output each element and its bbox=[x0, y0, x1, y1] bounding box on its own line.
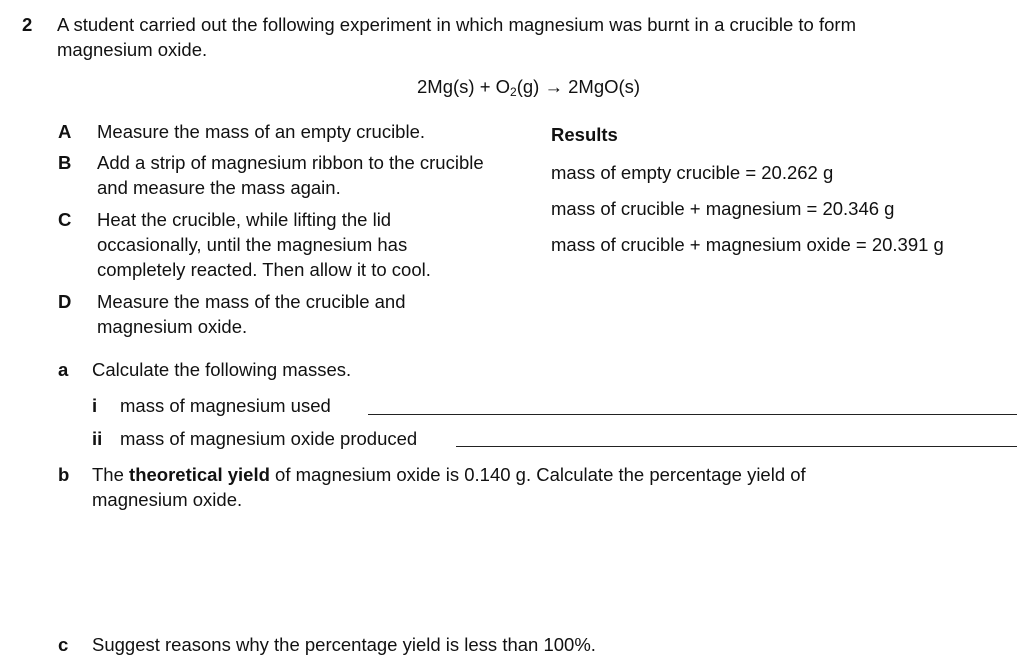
part-b-line-1 bbox=[92, 463, 806, 487]
part-a-i-label: i bbox=[92, 395, 98, 416]
step-d-line-1: Measure the mass of the crucible and bbox=[97, 291, 406, 312]
part-b-text-post: of magnesium oxide is 0.140 g. Calculate the percentage yield of bbox=[269, 464, 806, 485]
results-heading: Results bbox=[551, 124, 618, 145]
part-c-text: Suggest reasons why the percentage yield is less than 100%. bbox=[92, 634, 596, 655]
step-b-letter: B bbox=[58, 152, 72, 173]
part-a-i-text: mass of magnesium used bbox=[120, 395, 331, 416]
step-b-line-1: Add a strip of magnesium ribbon to the crucible bbox=[97, 152, 484, 173]
chemical-equation bbox=[417, 75, 640, 99]
step-c-letter: C bbox=[58, 209, 72, 230]
results-row-crucible-magnesium-oxide: mass of crucible + magnesium oxide = 20.391 g bbox=[551, 234, 944, 255]
results-row-empty-crucible: mass of empty crucible = 20.262 g bbox=[551, 162, 834, 183]
step-d-line-2: magnesium oxide. bbox=[97, 316, 248, 337]
equation-part-2: (g) → 2MgO(s) bbox=[516, 76, 641, 97]
equation-part-1: 2Mg(s) + O bbox=[417, 76, 511, 97]
part-c-label: c bbox=[58, 634, 69, 655]
part-b-line-2: magnesium oxide. bbox=[92, 489, 243, 510]
part-b-theoretical-yield: theoretical yield bbox=[129, 464, 270, 485]
equation-subscript: 2 bbox=[510, 85, 517, 99]
question-intro-line-2: magnesium oxide. bbox=[57, 39, 208, 60]
results-row-crucible-magnesium: mass of crucible + magnesium = 20.346 g bbox=[551, 198, 895, 219]
part-a-ii-label: ii bbox=[92, 428, 103, 449]
part-a-label: a bbox=[58, 359, 69, 380]
part-b-label: b bbox=[58, 464, 70, 485]
part-a-ii-text: mass of magnesium oxide produced bbox=[120, 428, 418, 449]
step-c-line-3: completely reacted. Then allow it to cool. bbox=[97, 259, 431, 280]
step-a-line-1: Measure the mass of an empty crucible. bbox=[97, 121, 426, 142]
step-a-letter: A bbox=[58, 121, 72, 142]
step-c-line-2: occasionally, until the magnesium has bbox=[97, 234, 408, 255]
answer-line-a-ii[interactable] bbox=[456, 446, 1017, 447]
part-a-text: Calculate the following masses. bbox=[92, 359, 352, 380]
answer-line-a-i[interactable] bbox=[368, 414, 1017, 415]
question-number: 2 bbox=[22, 14, 33, 35]
question-intro-line-1: A student carried out the following experiment in which magnesium was burnt in a crucible to form bbox=[57, 14, 856, 35]
step-b-line-2: and measure the mass again. bbox=[97, 177, 341, 198]
part-b-text-pre: The bbox=[92, 464, 130, 485]
step-d-letter: D bbox=[58, 291, 72, 312]
step-c-line-1: Heat the crucible, while lifting the lid bbox=[97, 209, 392, 230]
